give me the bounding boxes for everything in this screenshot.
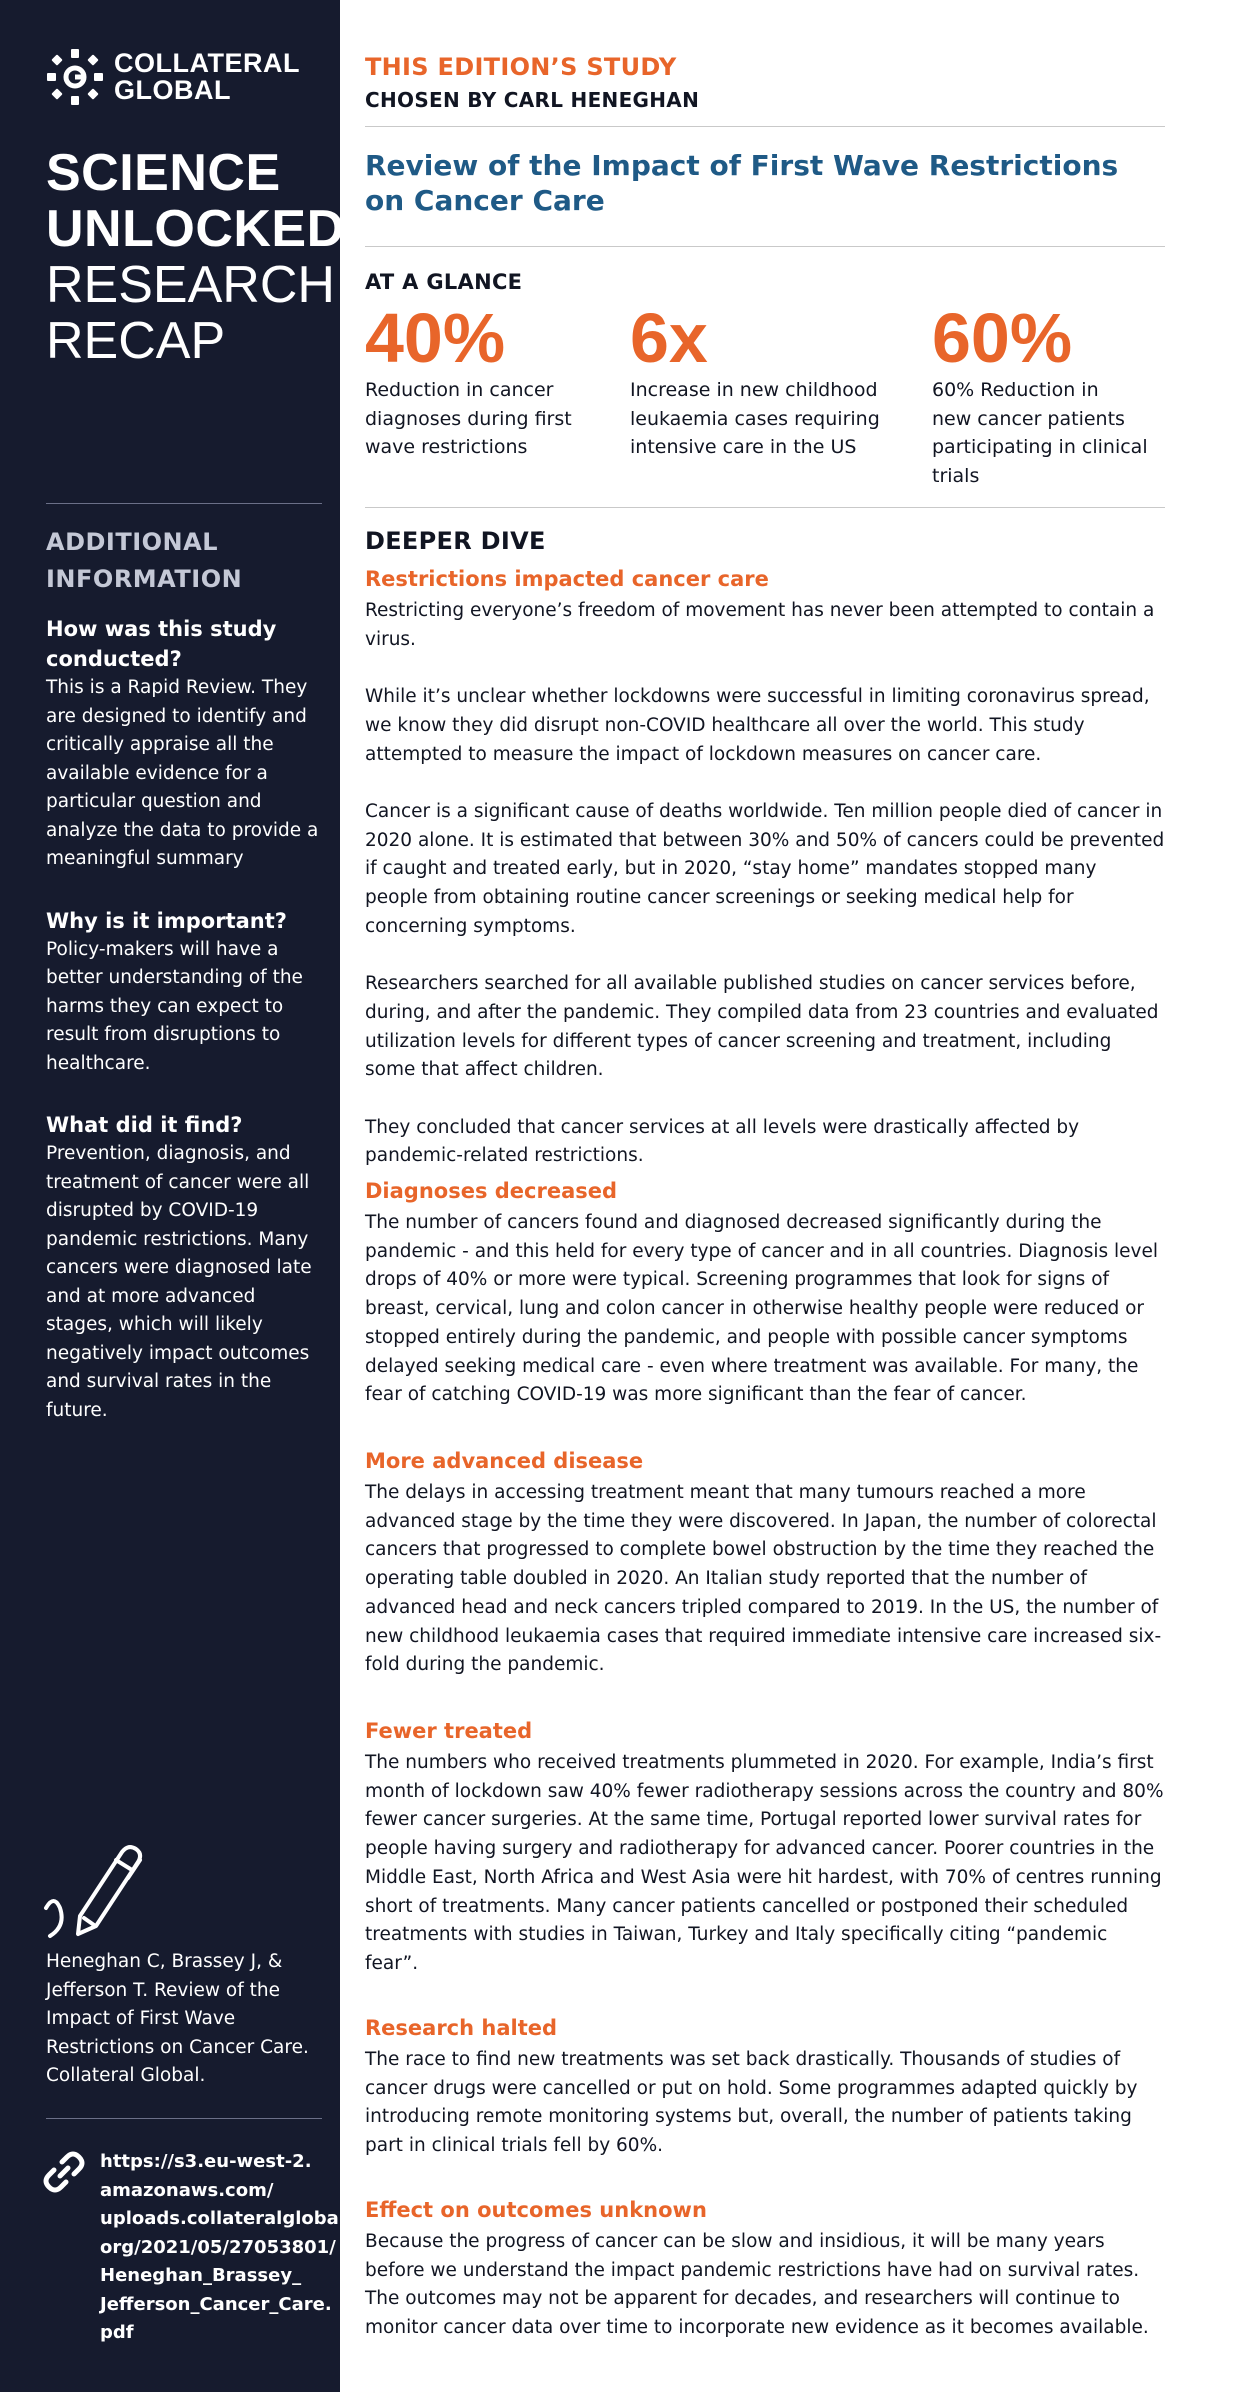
section-restrictions xyxy=(365,564,1165,1171)
deeper-dive-heading: DEEPER DIVE xyxy=(365,527,546,555)
title-line-science: SCIENCE xyxy=(46,144,281,202)
additional-info xyxy=(46,524,326,1425)
stat-desc-line: Reduction in cancer xyxy=(365,379,554,401)
stat-desc-line: Increase in new childhood xyxy=(630,379,878,401)
stat-value: 6x xyxy=(630,299,708,377)
collateral-logo-icon xyxy=(46,48,104,106)
section-paragraph: Because the progress of cancer can be slow and insidious, it will be many years before we understand the impact pandemic restrictions have had on survival rates. The outcomes may not be apparent for decades, and researchers will continue to monitor cancer data over time to incorporate new evidence as it becomes available. xyxy=(365,2231,1149,2339)
study-title-line: Review of the Impact of First Wave Restrictions xyxy=(365,149,1119,182)
qa-answer: This is a Rapid Review. They are designed to identify and critically appraise all the available evidence for a particular question and analyze the data to provide a meaningful summary xyxy=(46,677,319,869)
stat-desc-line: wave restrictions xyxy=(365,436,528,458)
url-line: pdf xyxy=(100,2322,134,2343)
study-title xyxy=(365,148,1125,218)
section-paragraph: While it’s unclear whether lockdowns were successful in limiting coronavirus spread, we know they did disrupt non-COVID healthcare all over the world. This study attempted to measure the impact of lockdown measures on cancer care. xyxy=(365,686,1150,765)
at-a-glance-heading: AT A GLANCE xyxy=(365,270,523,294)
brand-name xyxy=(114,50,300,104)
stat-description xyxy=(630,376,900,462)
pen-icon xyxy=(40,1838,150,1942)
stat-desc-line: trials xyxy=(932,464,980,487)
section-heading: Research halted xyxy=(365,2016,558,2040)
stat-desc-line: leukaemia cases requiring xyxy=(630,407,880,430)
section-outcomes-unknown xyxy=(365,2195,1165,2343)
sidebar xyxy=(0,0,352,2392)
publication-title xyxy=(46,145,345,369)
stat-value: 60% xyxy=(932,299,1073,377)
stat-clinical-trials xyxy=(932,300,1165,490)
glance-divider xyxy=(365,507,1165,508)
section-heading: Effect on outcomes unknown xyxy=(365,2198,707,2222)
qa-why-important xyxy=(46,906,326,1079)
url-line: uploads.collateralglobal. xyxy=(100,2208,352,2229)
stat-description xyxy=(365,376,605,462)
edition-kicker: THIS EDITION’S STUDY xyxy=(365,53,677,81)
brand-name-line2: GLOBAL xyxy=(114,75,231,105)
qa-answer: Prevention, diagnosis, and treatment of cancer were all disrupted by COVID-19 pandemic restrictions. Many cancers were diagnosed late and at more advanced stages, which will likely negatively impact outcomes and survival rates in the future. xyxy=(46,1143,312,1421)
stat-desc-line: intensive care in the US xyxy=(630,436,857,458)
section-paragraph: Researchers searched for all available published studies on cancer services before, during, and after the pandemic. They compiled data from 23 countries and evaluated utilization levels for different types of cancer screening and treatment, including some that affect children. xyxy=(365,973,1159,1081)
section-paragraph: The numbers who received treatments plummeted in 2020. For example, India’s first month of lockdown saw 40% fewer radiotherapy sessions across the country and 80% fewer cancer surgeries. At the same time, Portugal reported lower survival rates for people having surgery and radiotherapy for advanced cancer. Poorer countries in the Middle East, North Africa and West Asia were hit hardest, with 70% of centres running short of treatments. Many cancer patients cancelled or postponed their scheduled treatments with studies in Taiwan, Turkey and Italy specifically citing “pandemic fear”. xyxy=(365,1752,1164,1974)
citation: Heneghan C, Brassey J, & Jefferson T. Review of the Impact of First Wave Restrictions on Cancer Care. Collateral Global. xyxy=(46,1951,309,2086)
additional-info-heading: ADDITIONAL INFORMATION xyxy=(46,528,243,593)
section-heading: Diagnoses decreased xyxy=(365,1179,618,1203)
url-line: https://s3.eu-west-2. xyxy=(100,2151,312,2172)
section-paragraph: The delays in accessing treatment meant that many tumours reached a more advanced stage by the time they were discovered. In Japan, the number of colorectal cancers that progressed to complete bowel obstruction by the time they reached the operating table doubled in 2020. An Italian study reported that the number of advanced head and neck cancers tripled compared to 2019. In the US, the number of new childhood leukaemia cases that required immediate intensive care increased six-fold during the pandemic. xyxy=(365,1482,1162,1676)
sidebar-divider xyxy=(46,503,322,504)
stat-leukaemia xyxy=(630,300,900,462)
stat-diagnoses xyxy=(365,300,605,462)
sidebar-divider xyxy=(46,2118,322,2119)
study-title-line: on Cancer Care xyxy=(365,184,605,217)
section-heading: Restrictions impacted cancer care xyxy=(365,567,769,591)
section-diagnoses xyxy=(365,1176,1165,1410)
title-line-recap: RECAP xyxy=(46,312,226,370)
section-paragraph: They concluded that cancer services at all levels were drastically affected by pandemic-related restrictions. xyxy=(365,1116,1080,1167)
stat-description xyxy=(932,376,1165,490)
chosen-by: CHOSEN BY CARL HENEGHAN xyxy=(365,88,700,112)
link-icon xyxy=(40,2148,88,2196)
title-line-research: RESEARCH xyxy=(46,256,335,314)
study-pdf-link[interactable] xyxy=(100,2148,352,2348)
url-line: Heneghan_Brassey_ xyxy=(100,2265,302,2286)
section-paragraph: Cancer is a significant cause of deaths worldwide. Ten million people died of cancer in 2020 alone. It is estimated that between 30% and 50% of cancers could be prevented if caught and treated early, but in 2020, “stay home” mandates stopped many people from obtaining routine cancer screenings or seeking medical help for concerning symptoms. xyxy=(365,800,1165,937)
qa-answer: Policy-makers will have a better understanding of the harms they can expect to result from disruptions to healthcare. xyxy=(46,938,303,1074)
section-heading: Fewer treated xyxy=(365,1719,533,1743)
section-fewer-treated xyxy=(365,1716,1165,1979)
section-advanced-disease xyxy=(365,1446,1165,1680)
brand-name-line1: COLLATERAL xyxy=(114,48,300,78)
qa-question: Why is it important? xyxy=(46,908,287,933)
section-heading: More advanced disease xyxy=(365,1449,644,1473)
section-paragraph: Restricting everyone’s freedom of movement has never been attempted to contain a virus. xyxy=(365,600,1155,650)
stat-desc-line: diagnoses during first xyxy=(365,407,572,430)
header-divider xyxy=(365,126,1165,127)
stat-desc-line: new cancer patients xyxy=(932,407,1125,430)
stat-value: 40% xyxy=(365,299,506,377)
qa-question: What did it find? xyxy=(46,1113,243,1137)
section-research-halted xyxy=(365,2013,1165,2161)
section-paragraph: The race to find new treatments was set back drastically. Thousands of studies of cancer drugs were cancelled or put on hold. Some programmes adapted quickly by introducing remote monitoring systems but, overall, the number of patients taking part in clinical trials fell by 60%. xyxy=(365,2049,1138,2157)
stat-desc-line: 60% Reduction in xyxy=(932,379,1099,401)
qa-question: How was this study conducted? xyxy=(46,617,277,671)
brand-logo[interactable] xyxy=(46,48,300,106)
url-line: org/2021/05/27053801/ xyxy=(100,2236,336,2258)
stat-desc-line: participating in clinical xyxy=(932,436,1148,458)
title-divider xyxy=(365,246,1165,247)
url-line: Jefferson_Cancer_Care. xyxy=(100,2293,332,2315)
section-paragraph: The number of cancers found and diagnosed decreased significantly during the pandemic - and this held for every type of cancer and in all countries. Diagnosis level drops of 40% or more were typical. Screening programmes that look for signs of breast, cervical, lung and colon cancer in otherwise healthy people were reduced or stopped entirely during the pandemic, and people with possible cancer symptoms delayed seeking medical care - even where treatment was available. For many, the fear of catching COVID-19 was more significant than the fear of cancer. xyxy=(365,1212,1158,1406)
qa-how-conducted xyxy=(46,614,326,874)
url-line: amazonaws.com/ xyxy=(100,2179,274,2201)
qa-what-found xyxy=(46,1110,326,1425)
title-line-unlocked: UNLOCKED xyxy=(46,200,345,258)
